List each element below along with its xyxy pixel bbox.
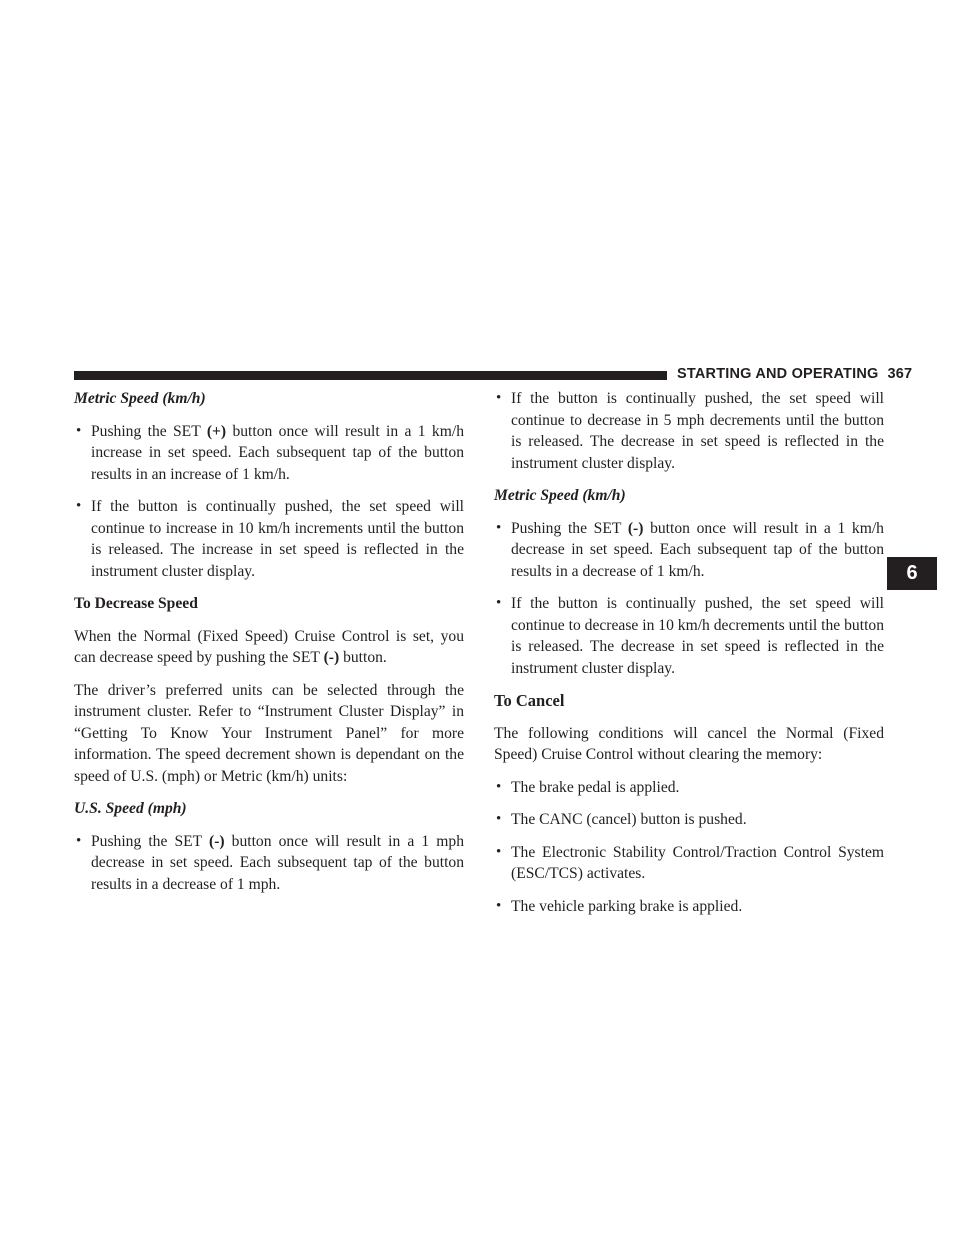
- list-item: • Pushing the SET (-) button once will result in a 1 mph decrease in set speed. Each subsequent tap of the button results in a decrease of 1 mph.: [76, 832, 464, 893]
- list-item: • Pushing the SET (-) button once will result in a 1 km/h decrease in set speed. Each subsequent tap of the button results in a decrease of 1 km/h.: [496, 519, 884, 580]
- bullet-icon: •: [496, 778, 502, 795]
- list-item: • If the button is continually pushed, the set speed will continue to decrease in 5 mph decrements until the button is released. The decrease in set speed is reflected in the instrument cluster display.: [496, 390, 884, 472]
- set-plus-label: (+): [206, 422, 227, 440]
- bullet-icon: •: [496, 811, 502, 827]
- us-speed-heading: U.S. Speed (mph): [74, 800, 187, 817]
- list-item: • If the button is continually pushed, the set speed will continue to increase in 10 km/h increments until the button is released. The increase in set speed is reflected in the instrument cluster display.: [76, 498, 464, 580]
- bullet-icon: •: [496, 519, 502, 536]
- list-item: • The vehicle parking brake is applied.: [494, 896, 884, 918]
- metric-speed-heading: Metric Speed (km/h): [494, 487, 626, 504]
- bullet-icon: •: [496, 595, 502, 611]
- section-title: STARTING AND OPERATING: [677, 366, 879, 382]
- set-minus-label: (-): [209, 832, 225, 850]
- metric-increase-list: [74, 421, 464, 583]
- decrease-paragraph: When the Normal (Fixed Speed) Cruise Control is set, you can decrease speed by pushing the SET (-) button.: [74, 627, 464, 666]
- bullet-icon: •: [496, 390, 502, 406]
- units-paragraph: The driver’s preferred units can be selected through the instrument cluster. Refer to “Instrument Cluster Display” in “Getting To Know Your Instrument Panel” for more information. The speed decrement shown is dependant on the speed of U.S. (mph) or Metric (km/h) units:: [74, 681, 464, 785]
- page-number: 367: [887, 366, 913, 382]
- set-minus-label: (-): [627, 519, 644, 537]
- bullet-icon: •: [496, 843, 502, 860]
- decrease-speed-heading: To Decrease Speed: [74, 595, 198, 612]
- bullet-icon: •: [76, 498, 82, 514]
- bullet-icon: •: [76, 832, 82, 849]
- cancel-conditions-list: [494, 777, 884, 918]
- right-column: [494, 388, 884, 928]
- list-item: • The CANC (cancel) button is pushed.: [494, 809, 884, 831]
- header-rule: [74, 371, 667, 380]
- us-decrease-list: [74, 831, 464, 896]
- metric-speed-heading: Metric Speed (km/h): [74, 390, 206, 407]
- us-decrease-list-continued: [494, 388, 884, 474]
- list-item: • Pushing the SET (+) button once will result in a 1 km/h increase in set speed. Each subsequent tap of the button results in an increase of 1 km/h.: [76, 422, 464, 483]
- cancel-paragraph: The following conditions will cancel the Normal (Fixed Speed) Cruise Control without clearing the memory:: [494, 724, 884, 763]
- running-header: [677, 366, 912, 382]
- list-item: • If the button is continually pushed, the set speed will continue to decrease in 10 km/h decrements until the button is released. The decrease in set speed is reflected in the instrument cluster display.: [496, 595, 884, 677]
- list-item: • The brake pedal is applied.: [494, 777, 884, 799]
- metric-decrease-list: [494, 518, 884, 680]
- cancel-heading: To Cancel: [494, 691, 565, 710]
- set-minus-label: (-): [323, 649, 340, 666]
- left-column: [74, 388, 464, 906]
- bullet-icon: •: [496, 897, 502, 914]
- chapter-tab: 6: [887, 557, 937, 590]
- list-item: • The Electronic Stability Control/Traction Control System (ESC/TCS) activates.: [496, 843, 884, 882]
- bullet-icon: •: [76, 422, 82, 439]
